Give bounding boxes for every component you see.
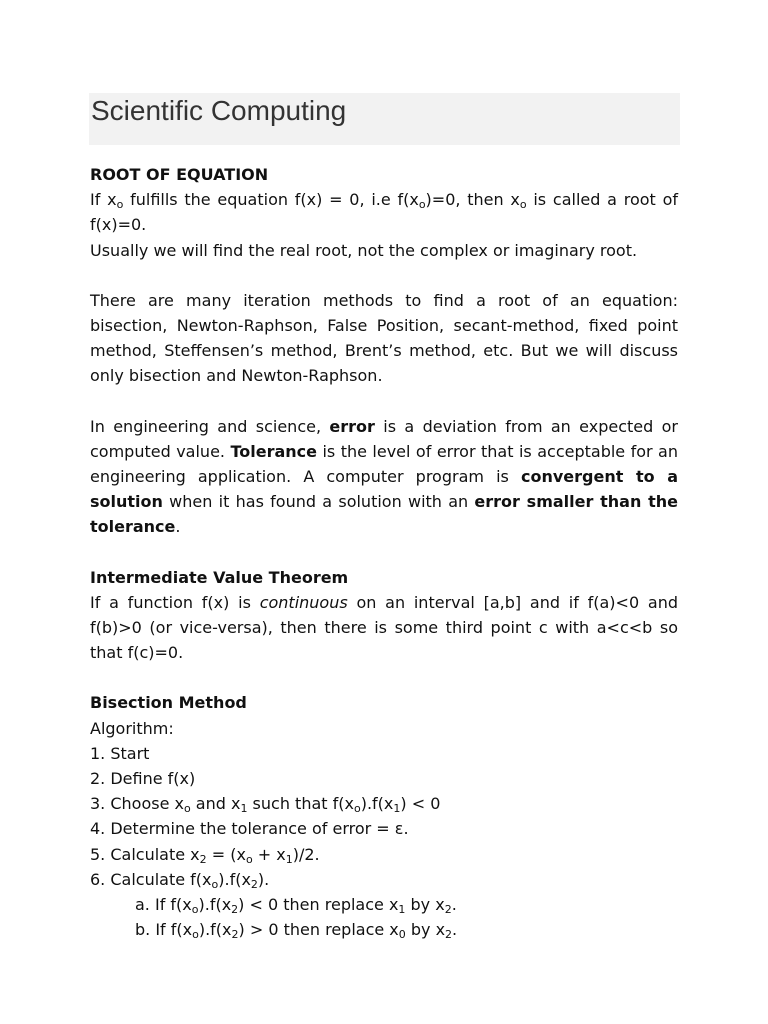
algorithm-step: 1. Start: [90, 743, 150, 763]
algorithm-substep: a. If $f(x_o).f(x_2) < 0$ then replace $x_1$ by $x_2$.: [135, 895, 457, 917]
algorithm-step: 4. Determine the tolerance of error = ε.: [90, 819, 409, 839]
section-heading-ivt: Intermediate Value Theorem: [90, 567, 349, 587]
real-root-note: Usually we will find the real root, not the complex or imaginary root.: [90, 240, 638, 260]
methods-paragraph: There are many iteration methods to find a root of an equation: bisection, Newton-Raphson, False Position, secant-method, fixed point method, Steffensen’s method, Brent’s method, etc. But we will discuss only bisection and Newton-Raphson.: [90, 290, 678, 386]
algorithm-step: 3. Choose $x_o$ and $x_1$ such that $f(x_o).f(x_1) < 0$: [90, 794, 441, 816]
ivt-paragraph: If a function f(x) is continuous on an interval [a,b] and if f(a)<0 and f(b)>0 (or vice-versa), then there is some third point c with a<c<b so that f(c)=0.: [90, 592, 678, 663]
section-heading-root-of-equation: ROOT OF EQUATION: [90, 165, 269, 184]
algorithm-step: 5. Calculate $x_2 = (x_o + x_1)/2$.: [90, 844, 320, 866]
algorithm-label: Algorithm:: [90, 718, 174, 738]
algorithm-step: 6. Calculate $f(x_o).f(x_2)$.: [90, 869, 270, 891]
document-body: [90, 162, 678, 942]
section-heading-bisection: Bisection Method: [90, 693, 247, 713]
algorithm-substep: b. If $f(x_o).f(x_2) > 0$ then replace $x_0$ by $x_2$.: [135, 920, 458, 942]
title-banner: [89, 93, 680, 145]
error-paragraph: In engineering and science, error is a deviation from an expected or computed value. Tolerance is the level of error that is acceptable for an engineering application. A computer program is convergent to a solution when it has found a solution with an error smaller than the tolerance.: [90, 416, 679, 537]
root-definition: If $x_o$ fulfills the equation f(x) = 0, i.e $f(x_o)=0$, then $x_o$ is called a root of f(x)=0.: [90, 190, 678, 235]
algorithm-step: 2. Define f(x): [90, 769, 196, 789]
page-title: Scientific Computing: [91, 95, 347, 126]
